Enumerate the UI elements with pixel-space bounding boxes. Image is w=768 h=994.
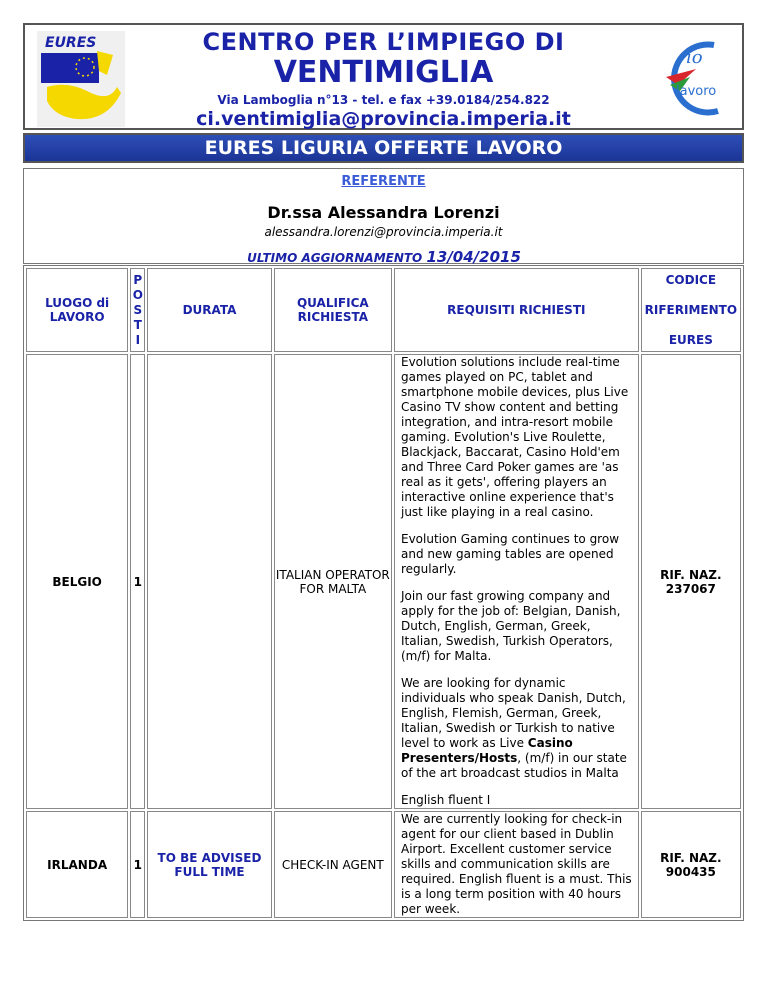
title-line-1: CENTRO PER L’IMPIEGO DI — [202, 28, 565, 56]
cell-durata — [147, 354, 271, 809]
address-line: Via Lamboglia n°13 - tel. e fax +39.0184/254.822 — [217, 93, 550, 107]
header-email[interactable]: ci.ventimiglia@provincia.imperia.it — [196, 108, 571, 130]
requisiti-paragraph: We are currently looking for check-in agent for our client based in Dublin Airport. Excellent customer service skills and communication skills are required. English fluent is a must. This is a long term position with 40 hours per week. — [400, 812, 632, 916]
cell-luogo: BELGIO — [26, 354, 128, 809]
header-codice-3: EURES — [668, 333, 713, 347]
header-posti-letter: T — [133, 317, 142, 332]
header-codice-2: RIFERIMENTO — [644, 303, 738, 317]
io-logo-text: io — [686, 47, 703, 68]
requisiti-bold-text: Casino Presenters/Hosts — [400, 736, 573, 765]
requisiti-paragraph: Evolution solutions include real-time games played on PC, tablet and smartphone mobile devices, plus Live Casino TV show content and betting integration, and intra-resort mobile gaming. Evolution's Live Roulette, Blackjack, Baccarat, Casino Hold'em and Three Card Poker games are 'as real as it gets', offering players an interactive online experience that's just like playing in a real casino. — [400, 355, 629, 519]
header-posti-letter: I — [135, 332, 141, 347]
table-header-row — [26, 268, 741, 352]
cell-requisiti — [394, 354, 639, 809]
cell-qualifica: CHECK-IN AGENT — [274, 811, 392, 918]
header-posti-letter: O — [132, 287, 143, 302]
last-update-date: 13/04/2015 — [426, 248, 521, 266]
lavoro-logo-text: lavoro — [676, 84, 717, 99]
last-update — [0, 248, 768, 266]
cell-requisiti — [394, 811, 639, 918]
requisiti-paragraph: English fluent I — [400, 793, 491, 807]
table-row — [26, 811, 741, 918]
requisiti-text: , (m/f) in our state of the art broadcast studios in Malta — [400, 751, 627, 780]
table-row — [26, 354, 741, 809]
offers-table — [23, 265, 744, 921]
header-qualifica: QUALIFICA RICHIESTA — [274, 268, 392, 352]
header-durata: DURATA — [147, 268, 271, 352]
header-posti-letter: P — [133, 272, 143, 287]
banner: EURES LIGURIA OFFERTE LAVORO — [23, 133, 744, 163]
cell-codice: RIF. NAZ. 237067 — [641, 354, 741, 809]
cell-durata: TO BE ADVISED FULL TIME — [147, 811, 271, 918]
requisiti-text: We are looking for dynamic individuals who speak Danish, Dutch, English, Flemish, German, Greek, Italian, Swedish or Turkish to native level to work as Live — [400, 676, 626, 750]
header-requisiti: REQUISITI RICHIESTI — [394, 268, 639, 352]
last-update-label: ULTIMO AGGIORNAMENTO — [247, 251, 423, 265]
referente-heading: REFERENTE — [341, 174, 426, 189]
requisiti-paragraph: Join our fast growing company and apply for the job of: Belgian, Danish, Dutch, English, German, Greek, Italian, Swedish, Turkish Operators, (m/f) for Malta. — [400, 589, 621, 663]
contact-name: Dr.ssa Alessandra Lorenzi — [267, 203, 500, 222]
io-lavoro-logo — [656, 33, 728, 121]
eures-logo-text: EURES — [45, 35, 97, 51]
header-luogo: LUOGO di LAVORO — [26, 268, 128, 352]
header-codice-1: CODICE — [665, 273, 717, 287]
cell-posti: 1 — [130, 354, 145, 809]
page-header — [23, 23, 744, 130]
requisiti-paragraph: Evolution Gaming continues to grow and new gaming tables are opened regularly. — [400, 532, 620, 576]
cell-luogo: IRLANDA — [26, 811, 128, 918]
requisiti-paragraph — [401, 676, 632, 781]
title-line-2: VENTIMIGLIA — [273, 55, 494, 90]
cell-qualifica: ITALIAN OPERATOR FOR MALTA — [274, 354, 392, 809]
cell-posti: 1 — [130, 811, 145, 918]
cell-codice: RIF. NAZ. 900435 — [641, 811, 741, 918]
header-posti — [130, 268, 145, 352]
header-posti-letter: S — [133, 302, 143, 317]
contact-email[interactable]: alessandra.lorenzi@provincia.imperia.it — [264, 225, 503, 239]
header-codice — [641, 268, 741, 352]
